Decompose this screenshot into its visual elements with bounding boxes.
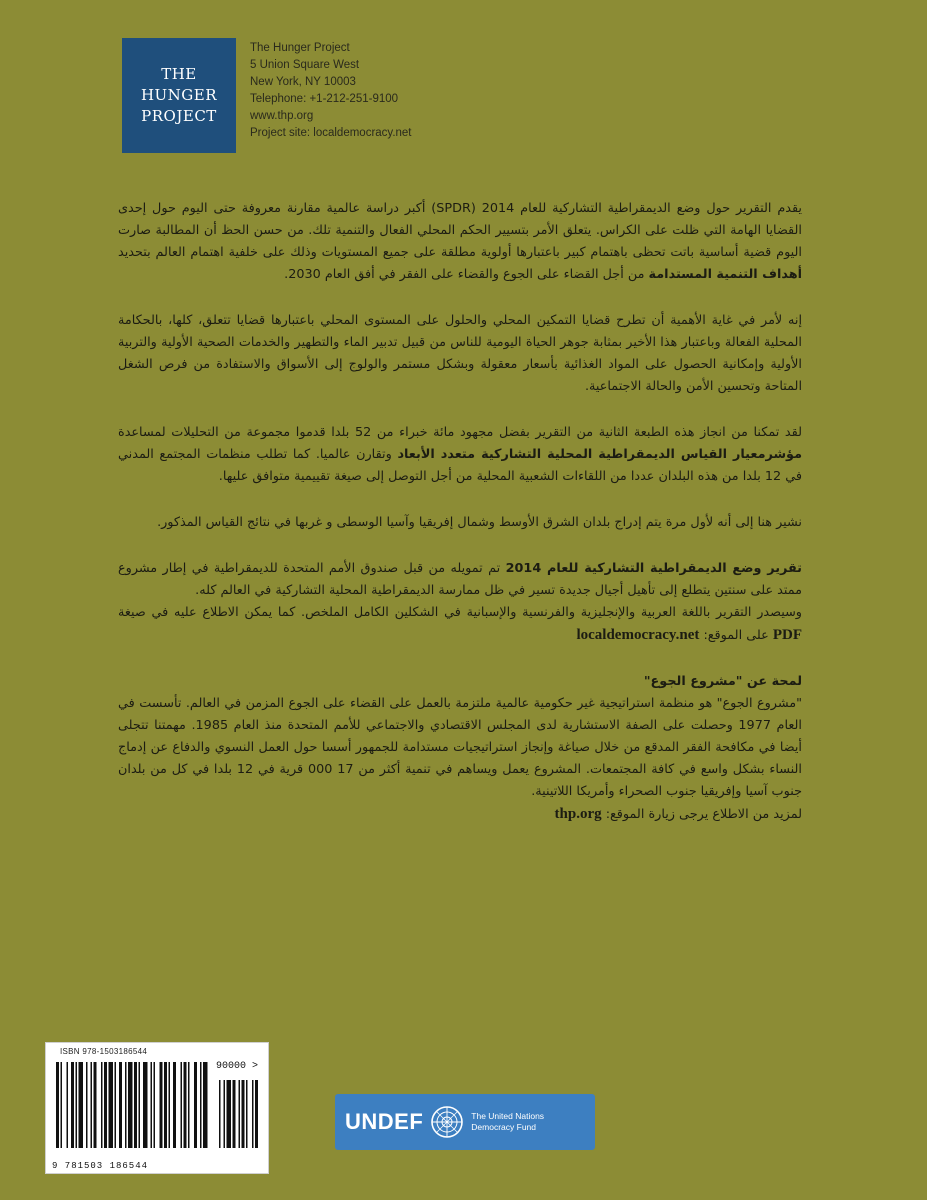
isbn-top-text: ISBN 978-1503186544 — [60, 1047, 148, 1056]
p3-text-b: وتقارن عالميا. كما تطلب منظمات المجتمع المدني في 12 بلدا من هذه البلدان عددا من اللقاءات الشعبية المحلية من أجل التوصل إلى صيغة تقييمية متوافق عليها. — [118, 447, 802, 484]
barcode-bar — [94, 1062, 97, 1148]
barcode-bar — [76, 1062, 78, 1148]
barcode-addon-bar — [227, 1080, 232, 1148]
barcode-bar — [101, 1062, 103, 1148]
barcode-bar — [160, 1062, 163, 1148]
barcode-bar — [139, 1062, 141, 1148]
barcode-bar — [194, 1062, 197, 1148]
address-phone: Telephone: +1-212-251-9100 — [250, 93, 399, 105]
barcode-bar — [71, 1062, 74, 1148]
back-cover-text — [118, 198, 802, 826]
barcode-bar — [164, 1062, 167, 1148]
p1-highlight: أهداف التنمية المستدامة — [648, 267, 802, 282]
p6-text-b: على الموقع: — [703, 628, 769, 643]
barcode-bar — [104, 1062, 107, 1148]
barcode-bar — [143, 1062, 148, 1148]
about-text: "مشروع الجوع" هو منظمة استراتيجية غير حكومية عالمية ملتزمة بالعمل على القضاء على الجوع المزمن في العالم. تأسست في العام 1977 وحصلت على الصفة الاستشارية لدى المجلس الاقتصادي والاجتماعي للأمم المتحدة منذ العام 1985. مهمتنا تتجلى أيضا في مكافحة الفقر المدقع من خلال صياغة وإنجاز استراتيجيات مستدامة للجمهور أسسا حول العمل النسوي والدفاع عن إدماج النساء بشكل واسع في كافة المجتمعات. المشروع يعمل ويساهم في تنمية أكثر من 17 000 قرية في 12 بلدا في كل من بلدان جنوب آسيا وإفريقيا جنوب الصحراء وأمريكا اللاتينية. — [118, 696, 802, 799]
un-emblem-icon — [429, 1104, 465, 1140]
p4-text: نشير هنا إلى أنه لأول مرة يتم إدراج بلدان الشرق الأوسط وشمال إفريقيا وآسيا الوسطى و غربها في نتائج القياس المذكور. — [157, 515, 802, 530]
isbn-bottom-text: 9 781503 186544 — [52, 1161, 149, 1171]
paragraph-second-edition — [118, 422, 802, 488]
address-city: New York, NY 10003 — [250, 76, 356, 88]
p3-highlight: مؤشرمعيار القياس الديمقراطية المحلية التشاركية متعدد الأبعاد — [397, 447, 802, 462]
undef-logo — [335, 1094, 595, 1150]
fund-line-1: The United Nations — [471, 1111, 545, 1121]
barcode-bar — [173, 1062, 176, 1148]
p6-text-a: وسيصدر التقرير باللغة العربية والإنجليزية والفرنسية والإسبانية في الشكلين الكامل الملخص. كما يمكن الاطلاع عليه في صيغة — [118, 605, 802, 620]
paragraph-report-intro — [118, 198, 802, 286]
barcode-addon-bar — [242, 1080, 245, 1148]
p5-text: تم تمويله من قبل صندوق الأمم المتحدة للديمقراطية في إطار مشروع ممتد على سنتين يتطلع إلى تأهيل أجيال جديدة تسير في ظل ممارسة الديمقراطية المحلية التشاركية في العالم كله. — [118, 561, 802, 598]
undef-fund-name — [471, 1111, 557, 1133]
barcode-bar — [91, 1062, 93, 1148]
p1-text-b: من أجل القضاء على الجوع والقضاء على الفقر في أفق العام 2030. — [284, 267, 645, 282]
barcode-bar — [56, 1062, 59, 1148]
barcode-bar — [134, 1062, 137, 1148]
more-info-text: لمزيد من الاطلاع يرجى زيارة الموقع: — [605, 807, 802, 822]
address-org: The Hunger Project — [250, 42, 350, 54]
pdf-label: PDF — [772, 627, 802, 643]
barcode-bar — [86, 1062, 88, 1148]
p3-text-a: لقد تمكنا من انجاز هذه الطبعة الثانية من التقرير بفضل مجهود مائة خبراء من 52 بلدا قدموا مجموعة من التحليلات لمساعدة — [118, 425, 802, 440]
barcode-bar — [125, 1062, 127, 1148]
thp-link[interactable]: thp.org — [554, 806, 602, 822]
barcode-addon-bar — [224, 1080, 226, 1148]
barcode-bar — [67, 1062, 69, 1148]
address-project-site: Project site: localdemocracy.net — [250, 127, 412, 139]
paragraph-more-info — [118, 803, 802, 826]
p5-highlight: تقرير وضع الديمقراطية التشاركية للعام 2014 — [505, 561, 802, 576]
paragraph-about — [118, 693, 802, 803]
barcode-addon-bar — [219, 1080, 221, 1148]
paragraph-mena-first — [118, 512, 802, 534]
paragraph-funding — [118, 558, 802, 602]
paragraph-local-empowerment — [118, 310, 802, 398]
barcode-bar — [109, 1062, 114, 1148]
contact-address — [250, 40, 510, 142]
barcode-bar — [200, 1062, 202, 1148]
barcode-addon-bar — [255, 1080, 258, 1148]
price-code: 90000 > — [215, 1061, 258, 1072]
logo-line-2: HUNGER — [140, 86, 218, 104]
barcode-bar — [154, 1062, 156, 1148]
barcode-bar — [115, 1062, 117, 1148]
barcode-bar — [181, 1062, 183, 1148]
barcode-bar — [151, 1062, 153, 1148]
barcode-addon-bar — [246, 1080, 248, 1148]
barcode-bar — [184, 1062, 187, 1148]
barcode-addon-bar — [252, 1080, 254, 1148]
about-heading: لمحة عن "مشروع الجوع" — [643, 674, 802, 689]
barcode-bar — [119, 1062, 122, 1148]
logo-line-1: THE — [161, 65, 197, 83]
localdemocracy-link[interactable]: localdemocracy.net — [576, 627, 700, 643]
address-street: 5 Union Square West — [250, 59, 360, 71]
fund-line-2: Democracy Fund — [471, 1122, 536, 1132]
about-title — [118, 671, 802, 693]
paragraph-languages — [118, 602, 802, 647]
p2-text: إنه لأمر في غاية الأهمية أن تطرح قضايا التمكين المحلي والحلول على المستوى المحلي باعتبارها قضايا تتعلق، كلها، بالحكامة المحلية الفعالة وباعتبار هذا الأخير بمثابة جوهر الحياة اليومية للناس من قبيل تدبير الماء والتطهير والخدمات الصحية الأولية والتربية الأولية وإمكانية الحصول على المواد الغذائية بأسعار معقولة وبشكل مستمر والولوج إلى الأسواق والاستفادة من فرص الشغل المتاحة وتحسين الأمن والحالة الاجتماعية. — [118, 313, 802, 394]
barcode-addon-bar — [239, 1080, 241, 1148]
isbn-barcode — [45, 1042, 269, 1174]
barcode-bar — [61, 1062, 63, 1148]
barcode-bar — [188, 1062, 190, 1148]
barcode-addon-bar — [233, 1080, 236, 1148]
hunger-project-logo — [122, 38, 236, 153]
p1-text-a: يقدم التقرير حول وضع الديمقراطية التشاركية للعام 2014 (SPDR) أكبر دراسة عالمية مقارنة معروفة حتى اليوم حول إحدى القضايا الهامة التي ظلت على الكراس. يتعلق الأمر بتسيير الحكم المحلي الفعال والتنمية تلك. من حسن الحظ أن المطالبة صارت اليوم قضية أساسية باتت تحظى باهتمام كبير باعتبارها أولوية مطلقة على جميع المستويات وذلك على خلفية اهتمام العالم بتحديد — [118, 201, 802, 260]
barcode-bars — [52, 1058, 262, 1158]
barcode-bar — [128, 1062, 133, 1148]
barcode-bar — [169, 1062, 171, 1148]
barcode-bar — [203, 1062, 208, 1148]
address-web: www.thp.org — [250, 110, 314, 122]
logo-line-3: PROJECT — [141, 107, 217, 125]
barcode-bar — [79, 1062, 84, 1148]
undef-name: UNDEF — [345, 1109, 424, 1134]
